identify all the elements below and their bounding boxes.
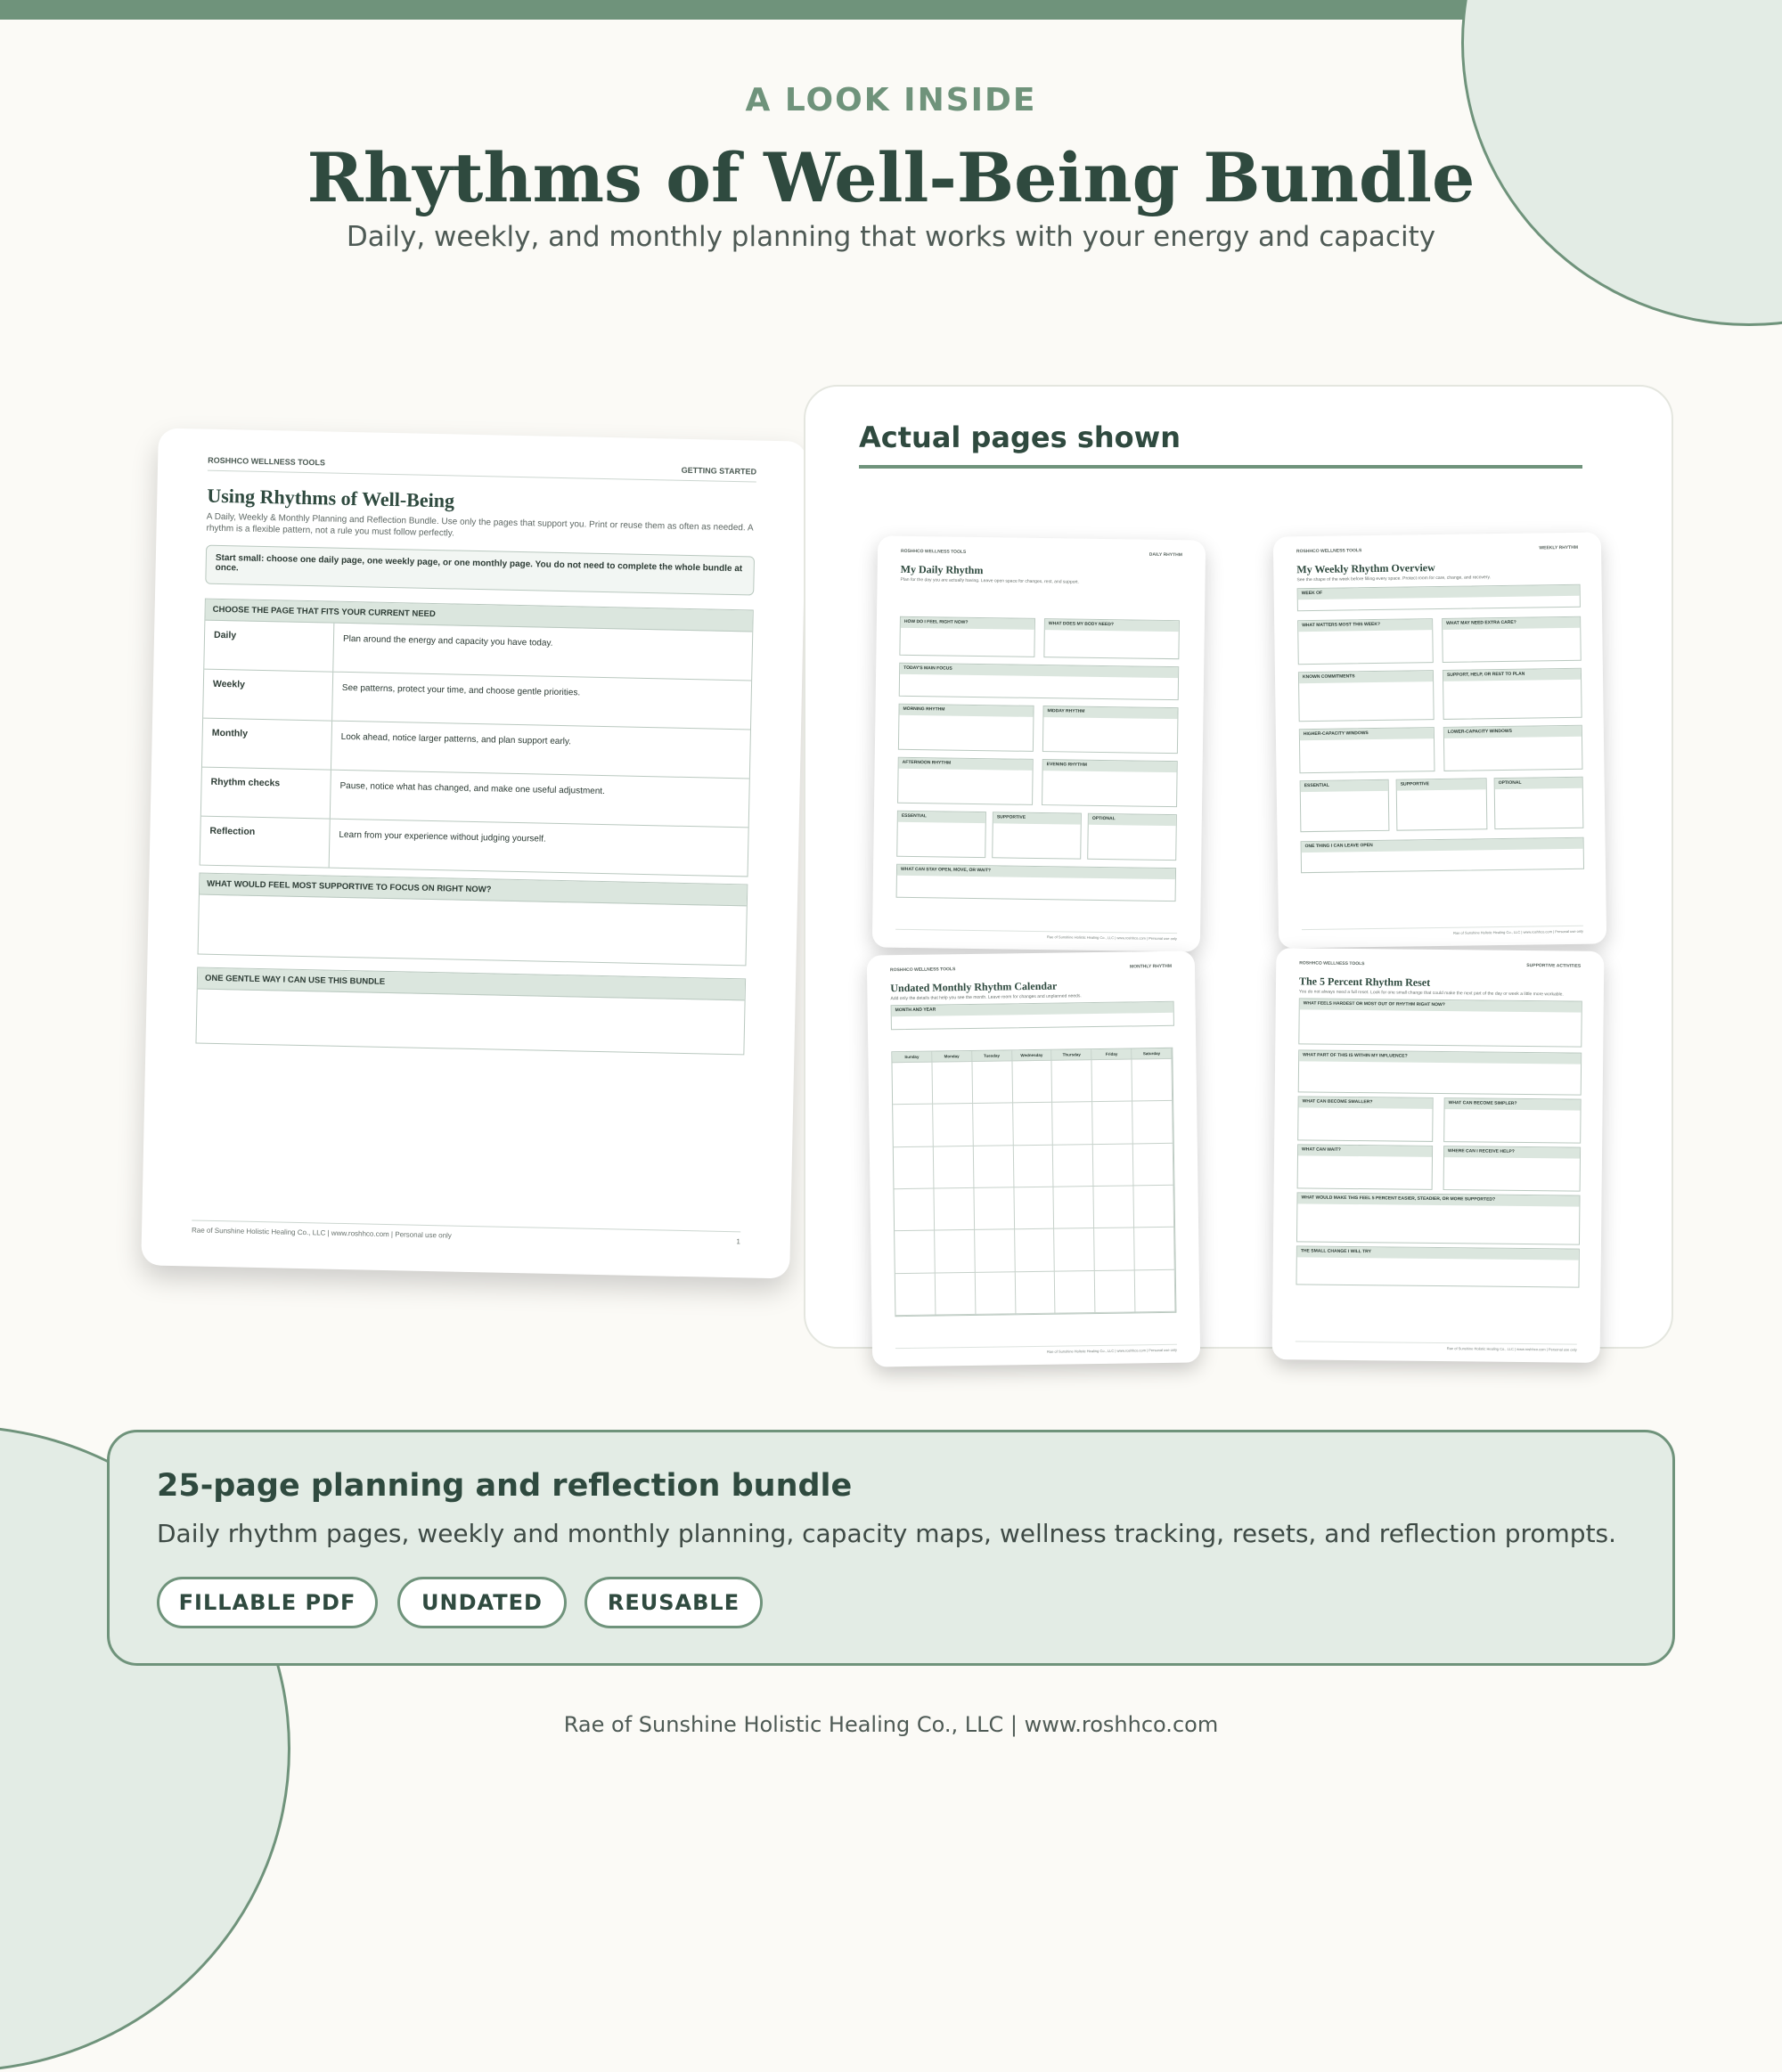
prompt-box-focus xyxy=(198,873,748,967)
calendar-day-cell xyxy=(1092,1059,1133,1102)
mini-field xyxy=(1494,777,1584,829)
mini-title: My Daily Rhythm xyxy=(900,562,984,577)
mini-field-label: WHAT WOULD MAKE THIS FEEL 5 PERCENT EASIER, STEADIER, OR MORE SUPPORTED? xyxy=(1297,1193,1579,1206)
calendar-day-cell xyxy=(1134,1228,1175,1270)
calendar-day-cell xyxy=(1015,1271,1056,1314)
mini-field xyxy=(898,704,1034,752)
table-row-value: Plan around the energy and capacity you have today. xyxy=(342,633,553,649)
calendar-day-cell xyxy=(972,1061,1013,1104)
mini-footer-text: Rae of Sunshine Holistic Healing Co., LLC | www.roshhco.com | Personal use only xyxy=(1453,928,1584,935)
calendar-day-cell xyxy=(893,1105,934,1147)
table-row-value: Learn from your experience without judging yourself. xyxy=(339,829,546,844)
table-header: CHOOSE THE PAGE THAT FITS YOUR CURRENT NEED xyxy=(205,600,752,632)
mini-field-label: OPTIONAL xyxy=(1495,778,1582,789)
mini-description: Add only the details that help you see the month. Leave room for changes and unplanned needs. xyxy=(890,993,1082,1002)
mini-header xyxy=(1296,545,1578,554)
card-title: 25-page planning and reflection bundle xyxy=(157,1468,853,1504)
mini-brand: ROSHHCO WELLNESS TOOLS xyxy=(1296,548,1362,555)
mini-field xyxy=(897,757,1034,805)
mini-footer xyxy=(895,1344,1177,1356)
sheet-section: GETTING STARTED xyxy=(681,465,757,477)
mini-field xyxy=(1042,759,1178,807)
mini-field-label: MORNING RHYTHM xyxy=(899,705,1033,717)
calendar-day-cell xyxy=(1013,1145,1054,1187)
table-row-key: Weekly xyxy=(203,670,333,721)
mini-field-label: WHAT PART OF THIS IS WITHIN MY INFLUENCE? xyxy=(1299,1050,1581,1064)
mini-footer xyxy=(1302,926,1583,937)
mini-section: WEEKLY RHYTHM xyxy=(1539,544,1579,551)
calendar-day-cell xyxy=(1094,1228,1135,1271)
calendar-grid xyxy=(891,1048,1176,1317)
sheet-note: Start small: choose one daily page, one weekly page, or one monthly page. You do not need to complete the whole bundle at once. xyxy=(205,545,755,596)
mini-field xyxy=(1443,1146,1582,1192)
mini-field-label: WHAT FEELS HARDEST OR MOST OUT OF RHYTHM RIGHT NOW? xyxy=(1300,999,1582,1012)
badge-fillable-pdf: FILLABLE PDF xyxy=(157,1577,378,1628)
mini-header xyxy=(1299,960,1581,968)
mini-field-label: SUPPORT, HELP, OR REST TO PLAN xyxy=(1443,669,1581,681)
mini-field xyxy=(891,1001,1174,1030)
mini-field xyxy=(1296,1245,1579,1287)
mini-field-label: WHAT CAN BECOME SIMPLER? xyxy=(1445,1098,1581,1111)
calendar-day-cell xyxy=(1093,1144,1134,1187)
sheet-page-number: 1 xyxy=(736,1237,741,1246)
mini-field xyxy=(1301,837,1584,873)
calendar-day-header: Friday xyxy=(1092,1048,1132,1060)
prompt-label: WHAT WOULD FEEL MOST SUPPORTIVE TO FOCUS ON RIGHT NOW? xyxy=(200,874,747,907)
getting-started-page-preview xyxy=(141,428,807,1278)
mini-field-label: WHAT DOES MY BODY NEED? xyxy=(1045,619,1179,632)
mini-field xyxy=(1443,1097,1582,1144)
calendar-day-cell xyxy=(975,1230,1016,1273)
mini-field-label: ONE THING I CAN LEAVE OPEN xyxy=(1302,838,1583,852)
calendar-day-cell xyxy=(973,1104,1014,1146)
mini-description: Plan for the day you are actually having. Leave open space for changes, rest, and support. xyxy=(900,576,1079,585)
table-row-value: Look ahead, notice larger patterns, and plan support early. xyxy=(340,731,572,747)
mini-field xyxy=(1299,727,1435,773)
calendar-day-header: Tuesday xyxy=(972,1050,1012,1062)
calendar-day-cell xyxy=(974,1187,1015,1230)
sheet-description: A Daily, Weekly & Monthly Planning and Reflection Bundle. Use only the pages that support you. Print or reuse them as often as needed. A rhythm is a flexible pattern, not a rule you must follow perfectly. xyxy=(206,511,754,539)
mini-field xyxy=(1297,584,1581,611)
calendar-day-header: Wednesday xyxy=(1012,1050,1052,1062)
table-row-key: Reflection xyxy=(200,817,331,868)
calendar-day-header: Monday xyxy=(932,1051,972,1063)
mini-field-label: OPTIONAL xyxy=(1089,814,1176,826)
page-title: Rhythms of Well-Being Bundle xyxy=(307,138,1475,217)
page-footer: Rae of Sunshine Holistic Healing Co., LLC | www.roshhco.com xyxy=(563,1712,1219,1737)
calendar-day-cell xyxy=(895,1273,936,1316)
calendar-day-cell xyxy=(1015,1229,1056,1272)
calendar-day-header: Sunday xyxy=(892,1052,932,1064)
calendar-day-cell xyxy=(1132,1101,1173,1144)
table-row-value: Pause, notice what has changed, and make one useful adjustment. xyxy=(339,780,606,797)
mini-field-label: HIGHER-CAPACITY WINDOWS xyxy=(1300,728,1434,740)
page-choice-table xyxy=(200,599,754,877)
mini-field-label: MONTH AND YEAR xyxy=(892,1002,1173,1016)
mini-field-label: THE SMALL CHANGE I WILL TRY xyxy=(1297,1246,1579,1260)
eyebrow-label: A LOOK INSIDE xyxy=(745,82,1037,118)
mini-field xyxy=(1298,670,1435,722)
calendar-day-cell xyxy=(933,1104,974,1146)
mini-field xyxy=(1043,618,1180,659)
mini-field xyxy=(1298,998,1582,1047)
page-subtitle: Daily, weekly, and monthly planning that works with your energy and capacity xyxy=(346,221,1436,253)
mini-field-label: TODAY'S MAIN FOCUS xyxy=(900,664,1178,678)
mini-field xyxy=(896,811,986,858)
mini-field-label: ESSENTIAL xyxy=(898,812,985,823)
mini-field xyxy=(896,864,1177,901)
mini-field xyxy=(1298,1049,1582,1095)
mini-field xyxy=(1443,725,1583,771)
mini-title: Undated Monthly Rhythm Calendar xyxy=(890,979,1058,995)
mini-field xyxy=(1443,668,1582,720)
mini-field-label: WHAT CAN STAY OPEN, MOVE, OR WAIT? xyxy=(897,865,1175,879)
calendar-day-cell xyxy=(1053,1145,1094,1187)
calendar-day-cell xyxy=(1053,1102,1094,1145)
mini-section: SUPPORTIVE ACTIVITIES xyxy=(1526,963,1582,969)
panel-title-rule xyxy=(859,465,1582,469)
prompt-label: ONE GENTLE WAY I CAN USE THIS BUNDLE xyxy=(198,968,745,1001)
table-row-value: See patterns, protect your time, and choose gentle priorities. xyxy=(341,682,581,698)
calendar-day-cell xyxy=(932,1062,973,1105)
sheet-footer xyxy=(192,1220,740,1245)
calendar-day-cell xyxy=(935,1230,976,1273)
calendar-day-cell xyxy=(936,1273,977,1316)
mini-field-label: HOW DO I FEEL RIGHT NOW? xyxy=(901,617,1034,630)
table-row-key: Rhythm checks xyxy=(201,768,331,819)
calendar-day-header: Saturday xyxy=(1132,1048,1172,1060)
mini-description: You do not always need a full reset. Look for one small change that could make the next part of the day or week a little more workable. xyxy=(1298,989,1564,998)
mini-field-label: WHAT CAN BECOME SMALLER? xyxy=(1299,1097,1433,1109)
mini-description: See the shape of the week before filling every space. Protect room for care, change, and recovery. xyxy=(1296,575,1492,583)
daily-rhythm-page-preview xyxy=(872,535,1206,951)
calendar-day-cell xyxy=(895,1231,936,1274)
weekly-rhythm-page-preview xyxy=(1273,532,1606,948)
calendar-day-cell xyxy=(1132,1059,1173,1102)
mini-brand: ROSHHCO WELLNESS TOOLS xyxy=(900,548,967,555)
mini-title: The 5 Percent Rhythm Reset xyxy=(1298,975,1431,989)
card-description: Daily rhythm pages, weekly and monthly planning, capacity maps, wellness tracking, resets, and reflection prompts. xyxy=(157,1519,1617,1548)
table-row xyxy=(200,817,748,877)
mini-field xyxy=(899,616,1035,657)
badge-undated: UNDATED xyxy=(397,1577,567,1628)
calendar-day-cell xyxy=(1135,1269,1176,1312)
table-row-key: Daily xyxy=(204,621,334,672)
badge-reusable: REUSABLE xyxy=(584,1577,763,1628)
mini-header xyxy=(901,549,1182,558)
calendar-day-cell xyxy=(1095,1270,1136,1313)
mini-field-label: ESSENTIAL xyxy=(1301,780,1388,792)
mini-footer xyxy=(1296,1341,1577,1351)
table-row-key: Monthly xyxy=(202,719,332,770)
mini-field xyxy=(1297,618,1434,665)
calendar-day-header: Thursday xyxy=(1052,1049,1092,1061)
mini-field xyxy=(1442,616,1582,663)
calendar-day-cell xyxy=(1014,1187,1055,1230)
panel-title: Actual pages shown xyxy=(859,420,1181,454)
prompt-box-use xyxy=(195,967,746,1056)
mini-footer-text: Rae of Sunshine Holistic Healing Co., LLC | www.roshhco.com | Personal use only xyxy=(1446,1346,1577,1352)
mini-title: My Weekly Rhythm Overview xyxy=(1296,561,1435,576)
mini-field-label: SUPPORTIVE xyxy=(993,812,1081,824)
calendar-day-cell xyxy=(1094,1186,1135,1228)
mini-field xyxy=(1396,778,1488,830)
mini-field xyxy=(1297,1096,1434,1142)
mini-field-label: LOWER-CAPACITY WINDOWS xyxy=(1444,726,1582,738)
calendar-day-cell xyxy=(975,1272,1016,1315)
mini-field-label: AFTERNOON RHYTHM xyxy=(899,758,1033,771)
mini-section: DAILY RHYTHM xyxy=(1148,551,1183,559)
calendar-day-cell xyxy=(1055,1228,1096,1271)
mini-footer xyxy=(895,929,1177,941)
mini-header xyxy=(890,964,1172,973)
calendar-day-cell xyxy=(1092,1102,1133,1145)
calendar-day-cell xyxy=(1012,1061,1053,1104)
calendar-day-cell xyxy=(894,1146,935,1189)
mini-brand: ROSHHCO WELLNESS TOOLS xyxy=(1299,960,1365,967)
mini-field-label: WHAT MATTERS MOST THIS WEEK? xyxy=(1298,619,1432,632)
mini-section: MONTHLY RHYTHM xyxy=(1130,963,1173,970)
mini-footer-text: Rae of Sunshine Holistic Healing Co., LLC | www.roshhco.com | Personal use only xyxy=(1047,1347,1178,1354)
calendar-day-cell xyxy=(1133,1143,1174,1186)
calendar-day-cell xyxy=(892,1063,933,1105)
mini-field-label: EVENING RHYTHM xyxy=(1043,760,1177,772)
mini-field xyxy=(1300,779,1390,832)
mini-field-label: WEEK OF xyxy=(1298,585,1580,600)
mini-field xyxy=(1296,1192,1581,1244)
mini-field xyxy=(992,812,1082,859)
calendar-day-cell xyxy=(973,1146,1014,1188)
sheet-footer-text: Rae of Sunshine Holistic Healing Co., LLC | www.roshhco.com | Personal use only xyxy=(191,1226,452,1240)
sheet-brand: ROSHHCO WELLNESS TOOLS xyxy=(208,455,326,468)
calendar-day-cell xyxy=(894,1189,935,1232)
mini-field-label: MIDDAY RHYTHM xyxy=(1043,706,1177,719)
mini-field xyxy=(1297,1144,1434,1190)
calendar-day-cell xyxy=(1054,1187,1095,1229)
sheet-title: Using Rhythms of Well-Being xyxy=(207,484,455,512)
mini-field xyxy=(1087,813,1177,861)
mini-field-label: WHERE CAN I RECEIVE HELP? xyxy=(1444,1146,1580,1159)
mini-field-label: SUPPORTIVE xyxy=(1397,779,1486,790)
mini-field xyxy=(1042,706,1179,754)
monthly-calendar-page-preview xyxy=(867,950,1200,1366)
calendar-day-cell xyxy=(1052,1060,1093,1103)
calendar-day-cell xyxy=(1013,1103,1054,1146)
calendar-day-cell xyxy=(1134,1186,1175,1228)
mini-field-label: KNOWN COMMITMENTS xyxy=(1299,671,1433,683)
mini-footer-text: Rae of Sunshine Holistic Healing Co., LLC | www.roshhco.com | Personal use only xyxy=(1047,934,1177,942)
mini-field-label: WHAT CAN WAIT? xyxy=(1298,1145,1432,1157)
mini-field-label: WHAT MAY NEED EXTRA CARE? xyxy=(1443,617,1580,630)
rhythm-reset-page-preview xyxy=(1272,948,1605,1363)
mini-field xyxy=(899,663,1179,700)
mini-brand: ROSHHCO WELLNESS TOOLS xyxy=(889,967,956,974)
calendar-day-cell xyxy=(1055,1271,1096,1314)
calendar-day-cell xyxy=(934,1146,975,1189)
calendar-day-cell xyxy=(934,1188,975,1231)
sheet-header xyxy=(208,456,756,483)
